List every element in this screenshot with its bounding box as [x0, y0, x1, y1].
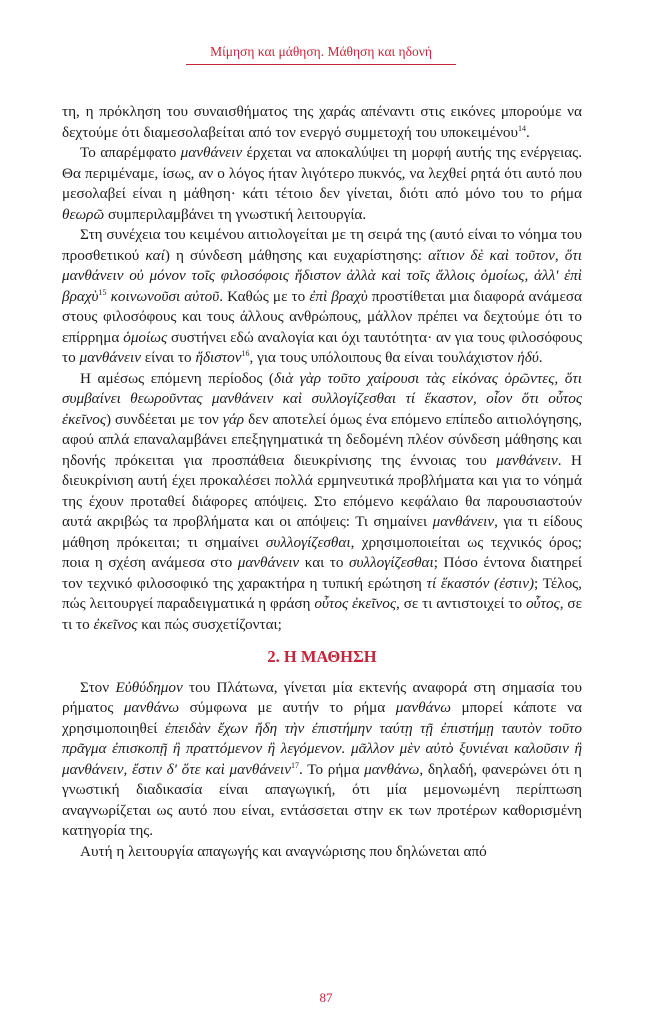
paragraph-2: Το απαρέμφατο μανθάνειν έρχεται να αποκαλύψει τη μορφή αυτής της ενέργειας. Θα περιμέναμε, ίσως, αν ο λόγος ήταν λιγότερο πυκνός, να λεχθεί ρητά ότι αυτό που μεσολαβεί είναι η μάθηση· κάτι τέτοιο δεν γίνεται, διότι από μόνο του το ρήμα θεωρῶ συμπεριλαμβάνει τη γνωστική λειτουργία. [62, 144, 582, 223]
header-rule [186, 64, 456, 65]
footnote-ref-17: 17 [291, 760, 299, 770]
body-text [62, 102, 582, 862]
running-header: Μίμηση και μάθηση. Μάθηση και ηδονή [210, 44, 432, 59]
paragraph-1: τη, η πρόκληση του συναισθήματος της χαράς απέναντι στις εικόνες μπορούμε να δεχτούμε ότι διαμεσολαβείται από τον ενεργό συμμετοχή του υποκειμένου$^{14}$. [62, 103, 582, 141]
paragraph-6: Αυτή η λειτουργία απαγωγής και αναγνώρισης που δηλώνεται από [80, 842, 487, 860]
paragraph-4: Η αμέσως επόμενη περίοδος (διὰ γὰρ τοῦτο χαίρουσι τὰς εἰκόνας ὁρῶντες, ὅτι συμβαίνει θεωροῦντας μανθάνειν καὶ συλλογίζεσθαι τί ἕκαστον, οἷον ὅτι οὗτος ἐκεῖνος) συνδέεται με τον γάρ δεν αποτελεί όμως ένα επόμενο επίπεδο αιτιολόγησης, αφού απλά επαναλαμβάνει επεξηγηματικά τη δεδομένη πλέον σύνδεση μάθησης και ηδονής πρόκειται για προσπάθεια διευκρίνισης της έννοιας του μανθάνειν. Η διευκρίνιση αυτή έχει προκαλέσει πολλά ερμηνευτικά προβλήματα και για το νόημά της έχουν προταθεί διάφορες απόψεις. Στο επόμενο κεφάλαιο θα παρουσιαστούν αυτά ακριβώς τα προβλήματα και οι απόψεις: Τι σημαίνει μανθάνειν, για τι είδους μάθηση πρόκειται; τι σημαίνει συλλογίζεσθαι, χρησιμοποιείται ως τεχνικός όρος; ποια η σχέση ανάμεσα στο μανθάνειν και το συλλογίζεσθαι; Πόσο έντονα διατηρεί τον τεχνικό φιλοσοφικό της χαρακτήρα η τυπική ερώτηση τί ἕκαστόν (ἐστιν); Τέλος, πώς λειτουργεί παραδειγματικά η φράση οὗτος ἐκεῖνος, σε τι αντιστοιχεί το οὗτος, σε τι το ἐκεῖνος και πώς συσχετίζονται; [62, 369, 583, 633]
footnote-ref-16: 16 [241, 348, 250, 358]
footnote-ref-14: 14 [517, 123, 526, 133]
paragraph-5: Στον Εὐθύδημον του Πλάτωνα, γίνεται μία εκτενής αναφορά στη σημασία του ρήματος μανθάνω σύμφωνα με αυτήν το ρήμα μανθάνω μπορεί κάποτε να χρησιμοποιηθεί ἐπειδὰν ἔχων ἤδη τὴν ἐπιστήμην ταύτῃ τῇ ἐπιστήμῃ ταυτὸν τοῦτο πρᾶγμα ἐπισκοπῇ ἢ πραττόμενον ἢ λεγόμενον. μᾶλλον μὲν αὐτὸ ξυνιέναι καλοῦσιν ἢ μανθάνειν, ἔστιν δ' ὅτε καὶ μανθάνειν$^{17}$. Το ρήμα μανθάνω, δηλαδή, φανερώνει ότι η γνωστική διαδικασία είναι απαγωγική, ότι μία μεμονωμένη περίπτωση αναγνωρίζεται ως αυτό που είναι, εντάσσεται στην εκ των προτέρων καθορισμένη κατηγορία της. [62, 678, 582, 839]
section-heading: 2. Η ΜΑΘΗΣΗ [267, 647, 377, 666]
page-number: 87 [319, 990, 333, 1005]
paragraph-3: Στη συνέχεια του κειμένου αιτιολογείται με τη σειρά της (αυτό είναι το νόημα του προσθετικού καί) η σύνδεση μάθησης και ευχαρίστησης: αἴτιον δὲ καὶ τοῦτον, ὅτι μανθάνειν οὐ μόνον τοῖς φιλοσόφοις ἥδιστον ἀλλὰ καὶ τοῖς ἄλλοις ὁμοίως, ἀλλ' ἐπὶ βραχὺ$^{15}$ κοινωνοῦσι αὐτοῦ. Καθώς με το ἐπὶ βραχὺ προστίθεται μια διαφορά ανάμεσα στους φιλοσόφους και τους άλλους ανθρώπους, μάλλον πρέπει να δεχτούμε ότι το επίρρημα ὁμοίως συστήνει εδώ αναλογία και όχι ταυτότητα· αν για τους φιλοσόφους το μανθάνειν είναι το ἥδιστον$^{16}$, για τους υπόλοιπους θα είναι τουλάχιστον ἡδύ. [62, 226, 582, 366]
footnote-ref-15: 15 [98, 287, 107, 297]
